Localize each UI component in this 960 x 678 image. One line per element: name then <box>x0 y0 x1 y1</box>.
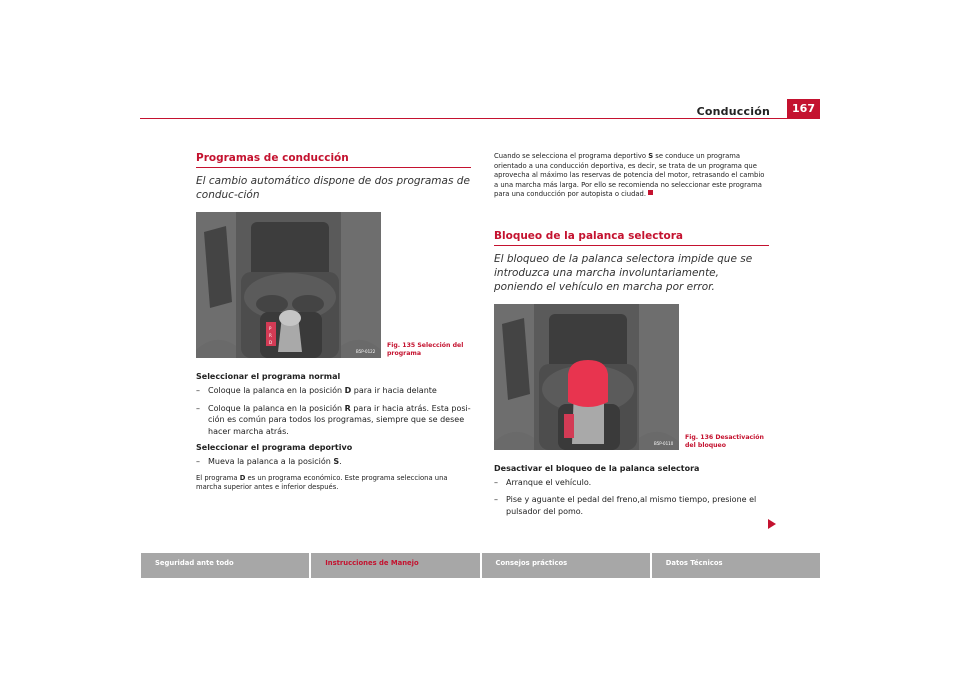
selector-lock-illustration <box>494 304 679 450</box>
svg-text:R: R <box>269 333 272 338</box>
page-header-title: Conducción <box>696 105 770 118</box>
tab-instrucciones[interactable]: Instrucciones de Manejo <box>311 553 479 578</box>
section-lead-lock: El bloqueo de la palanca selectora impide que se introduzca una marcha involuntariamente, poniendo el vehículo en marcha por error. <box>494 252 753 293</box>
tab-seguridad[interactable]: Seguridad ante todo <box>141 553 309 578</box>
list-item: – Coloque la palanca en la posición D para ir hacia delante <box>196 386 437 395</box>
header-rule <box>140 118 820 119</box>
gear-selector-illustration <box>196 212 381 358</box>
sport-program-heading: Seleccionar el programa deportivo <box>196 443 353 452</box>
list-item: – Arranque el vehículo. <box>494 477 592 487</box>
list-item: – Pise y aguante el pedal del freno,al mismo tiempo, presione el pulsador del pomo. <box>494 495 757 516</box>
figure-135 <box>196 212 471 358</box>
list-item: – Mueva la palanca a la posición S. <box>196 457 342 466</box>
figure-135-caption: Fig. 135 Selección del programa <box>387 342 464 357</box>
section-title-lock: Bloqueo de la palanca selectora <box>494 230 769 246</box>
page-number: 167 <box>787 99 820 119</box>
figure-136 <box>494 304 769 450</box>
section-lead-programs: El cambio automático dispone de dos programas de conduc-ción <box>196 175 470 201</box>
end-of-section-icon <box>648 190 653 195</box>
svg-text:P: P <box>269 326 272 331</box>
figure-136-caption: Fig. 136 Desactivación del bloqueo <box>685 433 764 449</box>
section-title-programs: Programas de conducción <box>196 152 471 168</box>
normal-program-heading: Seleccionar el programa normal <box>196 372 341 381</box>
unlock-heading: Desactivar el bloqueo de la palanca selectora <box>494 463 700 473</box>
tab-datos[interactable]: Datos Técnicos <box>652 553 820 578</box>
footer-nav <box>141 553 820 578</box>
program-note: El programa D es un programa económico. Este programa selecciona una marcha superior antes e inferior después. <box>196 473 448 491</box>
figure-135-code: B5P-0122 <box>356 349 376 354</box>
figure-136-code: B5P-0110 <box>654 440 674 446</box>
left-column <box>196 152 471 493</box>
sport-program-paragraph: Cuando se selecciona el programa deportivo S se conduce un programa orientado a una conducción deportiva, es decir, se trata de un programa que aprovecha al máximo las reservas de potencia del motor, retrasando el cambio a una marcha más larga. Por ello se recomienda no seleccionar este programa para una conducción por autopista o ciudad. <box>494 152 765 199</box>
tab-consejos[interactable]: Consejos prácticos <box>482 553 650 578</box>
continue-arrow-icon[interactable] <box>768 519 776 529</box>
right-column <box>494 152 769 523</box>
list-item: – Coloque la palanca en la posición R para ir hacia atrás. Esta posi-ción es común para todos los programas, siempre que se desee hacer marcha atrás. <box>196 403 471 436</box>
svg-text:D: D <box>269 340 273 345</box>
